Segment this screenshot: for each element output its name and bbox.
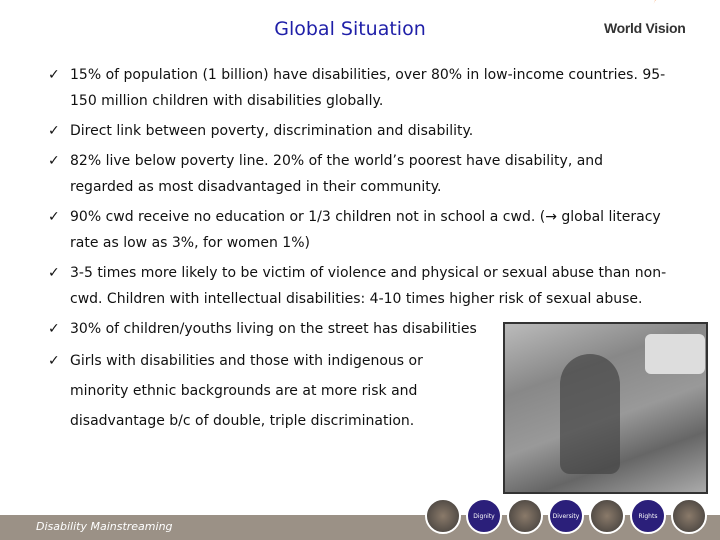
check-icon: ✓ — [48, 321, 60, 337]
bullet-text: Direct link between poverty, discrimination and disability. — [70, 123, 474, 139]
bullet-text: 3-5 times more likely to be victim of violence and physical or sexual abuse than non-cwd. Children with intellectual disabilities: 4-10 times higher risk of sexual abuse. — [70, 265, 667, 307]
bullet-item — [48, 204, 668, 256]
check-icon: ✓ — [48, 209, 60, 225]
street-child-photo — [503, 322, 708, 494]
bullet-item — [48, 260, 668, 312]
footer-text: Disability Mainstreaming — [36, 520, 173, 533]
photo-circle — [671, 498, 707, 534]
bullet-item — [48, 346, 470, 436]
badge-diversity: Diversity — [548, 498, 584, 534]
check-icon: ✓ — [48, 67, 60, 83]
check-icon: ✓ — [48, 153, 60, 169]
check-icon: ✓ — [48, 123, 60, 139]
bullet-text: 30% of children/youths living on the street has disabilities — [70, 321, 477, 337]
bullet-item — [48, 148, 668, 200]
check-icon: ✓ — [48, 265, 60, 281]
photo-circle — [425, 498, 461, 534]
bullet-text: 90% cwd receive no education or 1/3 children not in school a cwd. (→ global literacy rate as low as 3%, for women 1%) — [70, 209, 661, 251]
badge-rights: Rights — [630, 498, 666, 534]
photo-circle — [589, 498, 625, 534]
bullet-item — [48, 62, 668, 114]
photo-circle — [507, 498, 543, 534]
badge-dignity: Dignity — [466, 498, 502, 534]
star-icon: ✦ — [700, 2, 717, 26]
slide-title: Global Situation — [274, 18, 426, 40]
bullet-text: 82% live below poverty line. 20% of the world’s poorest have disability, and regarded as most disadvantaged in their community. — [70, 153, 604, 195]
bullet-text: Girls with disabilities and those with indigenous or minority ethnic backgrounds are at more risk and disadvantage b/c of double, triple discrimination. — [70, 353, 423, 429]
bullet-item — [48, 118, 668, 144]
check-icon: ✓ — [48, 353, 60, 369]
bullet-text: 15% of population (1 billion) have disabilities, over 80% in low-income countries. 95-150 million children with disabilities globally. — [70, 67, 666, 109]
world-vision-logo: World Vision — [604, 20, 686, 36]
